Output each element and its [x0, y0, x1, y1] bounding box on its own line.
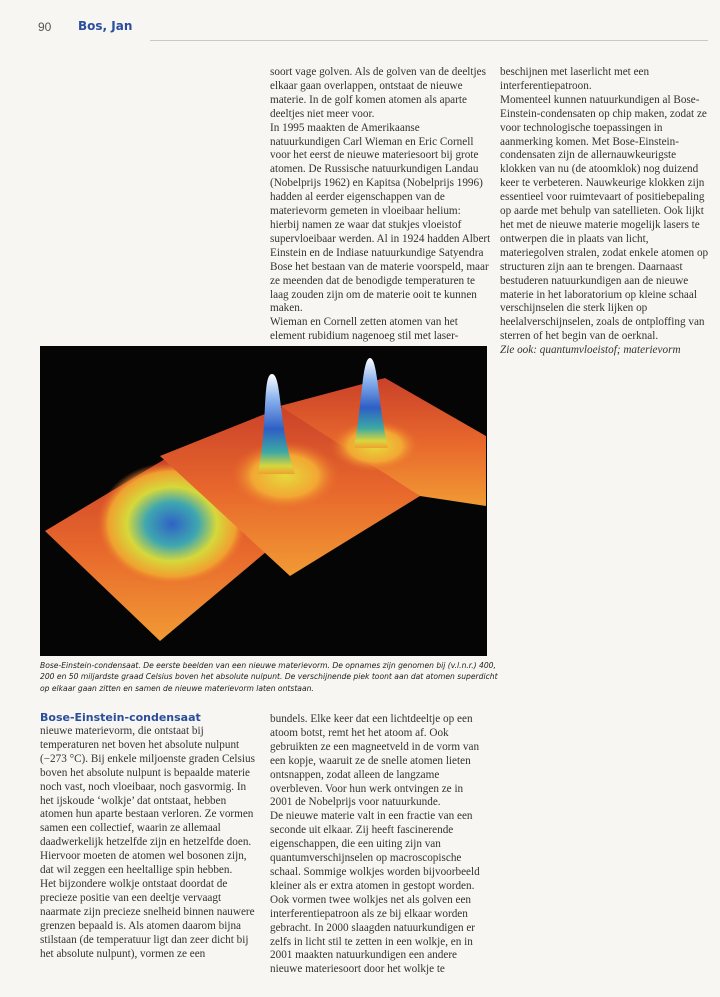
page-number: 90	[38, 20, 52, 34]
page-header	[0, 0, 720, 40]
column-top-left	[270, 66, 492, 344]
paragraph: soort vage golven. Als de golven van de deeltjes elkaar gaan overlappen, ontstaat de nieuwe materie. In de golf komen atomen als aparte deeltjes niet meer voor.	[270, 66, 486, 120]
paragraph: bundels. Elke keer dat een lichtdeeltje op een atoom botst, remt het het atoom af. Ook gebruikten ze een magneetveld in de vorm van een kopje, waaruit ze de snelle atomen lieten ontsnappen, zodat alleen de langzame overbleven. Voor hun werk ontvingen ze in 2001 de Nobelprijs voor natuurkunde.	[270, 713, 480, 809]
paragraph: beschijnen met laserlicht met een interferentiepatroon.	[500, 66, 650, 92]
paragraph: Wieman en Cornell zetten atomen van het element rubidium nagenoeg stil met laser-	[270, 316, 459, 343]
paragraph: Ook vormen twee wolkjes net als golven een interferentiepatroon als ze bij elkaar worden gebracht. In 2000 slaagden natuurkundigen er zelfs in licht stil te zetten in een wolkje, en in 2001 maakten natuurkundigen een andere nieuwe materiesoort door het wolkje te	[270, 893, 476, 976]
paragraph: Momenteel kunnen natuurkundigen al Bose-Einstein-condensaten op chip maken, zodat ze voor technologische toepassingen in aanmerking komen. Met Bose-Einstein-condensaten zijn de allernauwkeurigste klokken van nu (de atoomklok) nog duizend keer te verbeteren. Nauwkeurige klokken zijn essentieel voor ruimtevaart of positiebepaling op aarde met behulp van satellieten. Ook lijkt het met de nieuwe materie mogelijk lasers te ontwerpen die in plaats van licht, materiegolven stralen, zodat enkele atomen op structuren zijn aan te brengen. Daarnaast bestuderen natuurkundigen aan de nieuwe materie in het laboratorium op kleine schaal verschijnselen die sterk lijken op heelalverschijnselen, zoals de ontploffing van sterren of het begin van de oerknal.	[500, 93, 709, 343]
condensate-figure	[40, 346, 487, 656]
column-top-right	[500, 66, 714, 358]
column-bottom-left	[40, 711, 258, 961]
paragraph: In 1995 maakten de Amerikaanse natuurkundigen Carl Wieman en Eric Cornell voor het eerst de nieuwe materiesoort bij grote atomen. De Russische natuurkundigen Landau (Nobelprijs 1962) en Kapitsa (Nobelprijs 1996) hadden al eerder eigenschappen van de materievorm gemeten in vloeibaar helium: hierbij namen ze waar dat stukjes vloeistof supervloeibaar werden. Al in 1924 hadden Albert Einstein en de Indiase natuurkundige Satyendra Bose het bestaan van de materie voorspeld, maar ze meenden dat de benodigde temperaturen te laag zouden zijn om de materie ooit te kunnen maken.	[270, 121, 491, 315]
paragraph: nieuwe materievorm, die ontstaat bij temperaturen net boven het absolute nulpunt (−273 °C). Bij enkele miljoenste graden Celsius boven het absolute nulpunt is bepaalde materie noch vast, noch vloeibaar, noch gasvormig. In het ijskoude ‘wolkje’ dat ontstaat, hebben atomen hun aparte bestaan verloren. Ze vormen samen een collectief, waarin ze allemaal daadwerkelijk hetzelfde zijn en hetzelfde doen. Hiervoor moeten de atomen wel bosonen zijn, dat wil zeggen een heeltallige spin hebben.	[40, 725, 255, 877]
see-also: Zie ook: quantumvloeistof; materievorm	[500, 344, 681, 357]
entry-title: Bose-Einstein-condensaat	[40, 711, 201, 724]
header-rule	[150, 40, 708, 41]
paragraph: Het bijzondere wolkje ontstaat doordat de precieze positie van een deeltje vervaagt naarmate zijn precieze snelheid binnen nauwere grenzen bepaald is. Als atomen daarom bijna stilstaan (de temperatuur ligt dan zeer dicht bij het absolute nulpunt), vormen ze een	[40, 877, 255, 960]
column-bottom-right	[270, 713, 488, 977]
running-head: Bos, Jan	[78, 19, 133, 33]
condensate-plot-image	[40, 346, 487, 656]
figure-caption: Bose-Einstein-condensaat. De eerste beelden van een nieuwe materievorm. De opnames zijn genomen bij (v.l.n.r.) 400, 200 en 50 miljardste graad Celsius boven het absolute nulpunt. De verschijnende piek toont aan dat atomen superdicht op elkaar gaan zitten en samen de nieuwe materievorm laten ontstaan.	[40, 661, 498, 693]
paragraph: De nieuwe materie valt in een fractie van een seconde uit elkaar. Zij heeft fascinerende eigenschappen, die een uiting zijn van quantumverschijnselen op macroscopische schaal. Sommige wolkjes worden bijvoorbeeld kleiner als er extra atomen in gestopt worden.	[270, 810, 480, 892]
